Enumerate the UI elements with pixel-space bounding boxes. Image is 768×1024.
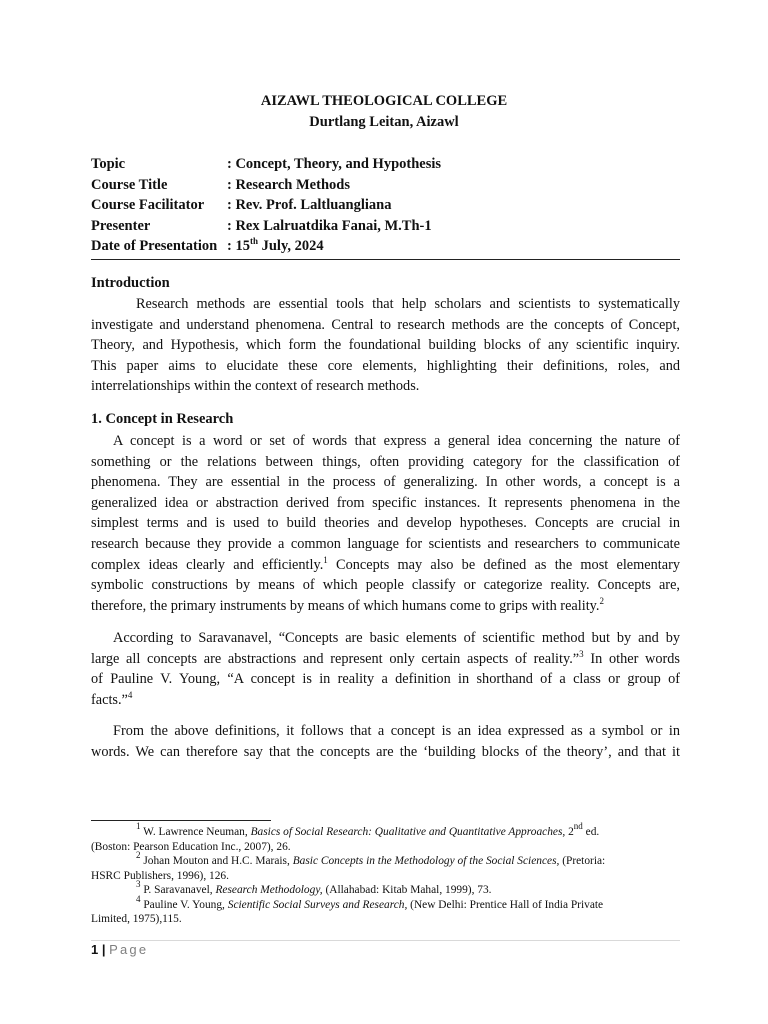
meta-row-course-title <box>91 175 441 196</box>
institution-title: AIZAWL THEOLOGICAL COLLEGE <box>260 93 508 109</box>
footnote-number: 2 <box>136 850 141 860</box>
text-line: research because they provide a common language for scientists and researchers to communicate <box>91 535 680 552</box>
footnote-text: ed. <box>582 826 600 838</box>
meta-label: Presenter <box>91 217 151 234</box>
meta-row-course-facilitator <box>91 195 441 216</box>
header-divider <box>91 259 680 260</box>
section-1-heading: 1. Concept in Research <box>91 411 234 427</box>
meta-row-topic <box>91 154 441 175</box>
meta-label: Topic <box>91 156 126 172</box>
text-fragment: large all concepts are abstractions and represent only certain aspects of reality.” <box>91 650 580 667</box>
footnote-text: (New Delhi: Prentice Hall of India Private <box>407 898 604 911</box>
text-fragment: complex ideas clearly and efficiently. <box>91 556 324 573</box>
text-line: simplest terms and is used to build theories and develop hypotheses. Concepts are crucial in <box>91 515 680 532</box>
text-line: of Pauline V. Young, “A concept is in reality a definition in shorthand of a class or group of <box>91 671 680 688</box>
footnote-title: Scientific Social Surveys and Research, <box>227 898 408 911</box>
footnote-number: 4 <box>136 893 141 904</box>
text-line: words. We can therefore say that the concepts are the ‘building blocks of the theory’, and that it <box>91 743 680 760</box>
presentation-details <box>91 154 441 257</box>
footnote-ref-1: 1 <box>323 554 328 565</box>
text-line: A concept is a word or set of words that express a general idea concerning the nature of <box>113 433 680 449</box>
footnote-title: Research Methodology, <box>215 884 323 896</box>
institution-location: Durtlang Leitan, Aizawl <box>309 114 459 130</box>
footnote-3 <box>91 879 680 898</box>
text-line <box>91 596 680 617</box>
footnote-text: P. Saravanavel, <box>140 884 216 896</box>
introduction-heading: Introduction <box>91 275 170 291</box>
footer-separator: | <box>101 942 106 957</box>
footnote-divider <box>91 820 271 821</box>
date-ordinal: th <box>249 236 258 246</box>
meta-value: : Concept, Theory, and Hypothesis <box>227 156 442 172</box>
footnote-number: 3 <box>136 879 141 889</box>
text-line: According to Saravanavel, “Concepts are basic elements of scientific method but by and by <box>113 630 680 646</box>
footnote-text: Johan Mouton and H.C. Marais, <box>140 855 293 867</box>
meta-row-date <box>91 236 441 257</box>
text-line: interrelationships within the context of research methods. <box>91 378 420 395</box>
introduction-paragraph <box>91 294 680 397</box>
text-line: symbolic constructions by means of which people classify or categorize reality. Concepts are, <box>91 577 680 594</box>
footnote-text: (Pretoria: <box>559 855 606 867</box>
text-fragment: therefore, the primary instruments by means of which humans come to grips with reality. <box>91 597 600 614</box>
text-line: phenomena. They are essential in the process of generalizing. In other words, a concept is a <box>91 474 680 491</box>
date-suffix: July, 2024 <box>257 238 324 254</box>
page-number: 1 <box>91 942 99 957</box>
text-line: generalized idea or abstraction derived from specific instances. It represents phenomena in the <box>91 494 680 511</box>
meta-row-presenter <box>91 216 441 237</box>
footnote-text: 2 <box>565 826 574 838</box>
footnote-2 <box>91 850 680 869</box>
footnote-ref-4: 4 <box>127 689 133 700</box>
date-prefix: : 15 <box>227 238 250 254</box>
footnote-1 <box>91 821 680 840</box>
footnote-text: Pauline V. Young, <box>140 898 228 911</box>
page-label: Page <box>109 942 149 957</box>
text-line <box>91 649 680 670</box>
footer-divider <box>91 940 680 941</box>
text-line: Research methods are essential tools that help scholars and scientists to systematically <box>136 296 680 312</box>
text-fragment: In other words <box>583 650 680 667</box>
footnote-4-cont: Limited, 1975),115. <box>91 913 182 925</box>
meta-value: : Rex Lalruatdika Fanai, M.Th-1 <box>227 217 432 234</box>
text-line <box>91 555 680 576</box>
text-line: Theory, and Hypothesis, which form the foundational building blocks of any scientific inquiry. <box>91 337 680 354</box>
text-fragment: Concepts may also be defined as the most elementary <box>327 556 680 573</box>
footnote-title: Basics of Social Research: Qualitative and Quantitative Approaches, <box>250 826 566 838</box>
footnote-title: Basic Concepts in the Methodology of the Social Sciences, <box>292 855 560 867</box>
meta-label: Course Facilitator <box>91 197 205 213</box>
footnote-ordinal: nd <box>573 821 583 831</box>
text-line <box>91 690 680 711</box>
text-line: investigate and understand phenomena. Central to research methods are the concepts of Concept, <box>91 316 680 333</box>
meta-value: : Research Methods <box>227 176 350 193</box>
concept-paragraph-3 <box>91 721 680 762</box>
text-line: something or the relations between things, often providing category for the classification of <box>91 453 680 470</box>
footnote-2-cont: HSRC Publishers, 1996), 126. <box>91 869 229 882</box>
footnote-number: 1 <box>136 821 141 831</box>
footnote-4 <box>91 893 680 913</box>
concept-paragraph-1 <box>91 431 680 616</box>
footnote-ref-3: 3 <box>579 648 584 659</box>
page-footer <box>91 942 148 957</box>
concept-paragraph-2 <box>91 628 680 710</box>
footnote-1-cont: (Boston: Pearson Education Inc., 2007), 26. <box>91 840 291 853</box>
meta-value: : Rev. Prof. Laltluangliana <box>227 197 392 213</box>
text-line: This paper aims to elucidate these core elements, highlighting their definitions, roles, and <box>91 357 680 374</box>
meta-label: Date of Presentation <box>91 238 218 254</box>
text-fragment: facts.” <box>91 691 128 708</box>
text-line: From the above definitions, it follows that a concept is an idea expressed as a symbol or in <box>113 723 680 739</box>
footnote-ref-2: 2 <box>599 595 604 606</box>
meta-label: Course Title <box>91 176 168 193</box>
footnote-text: (Allahabad: Kitab Mahal, 1999), 73. <box>322 884 492 896</box>
footnote-text: W. Lawrence Neuman, <box>140 826 251 838</box>
footnotes <box>91 821 680 927</box>
